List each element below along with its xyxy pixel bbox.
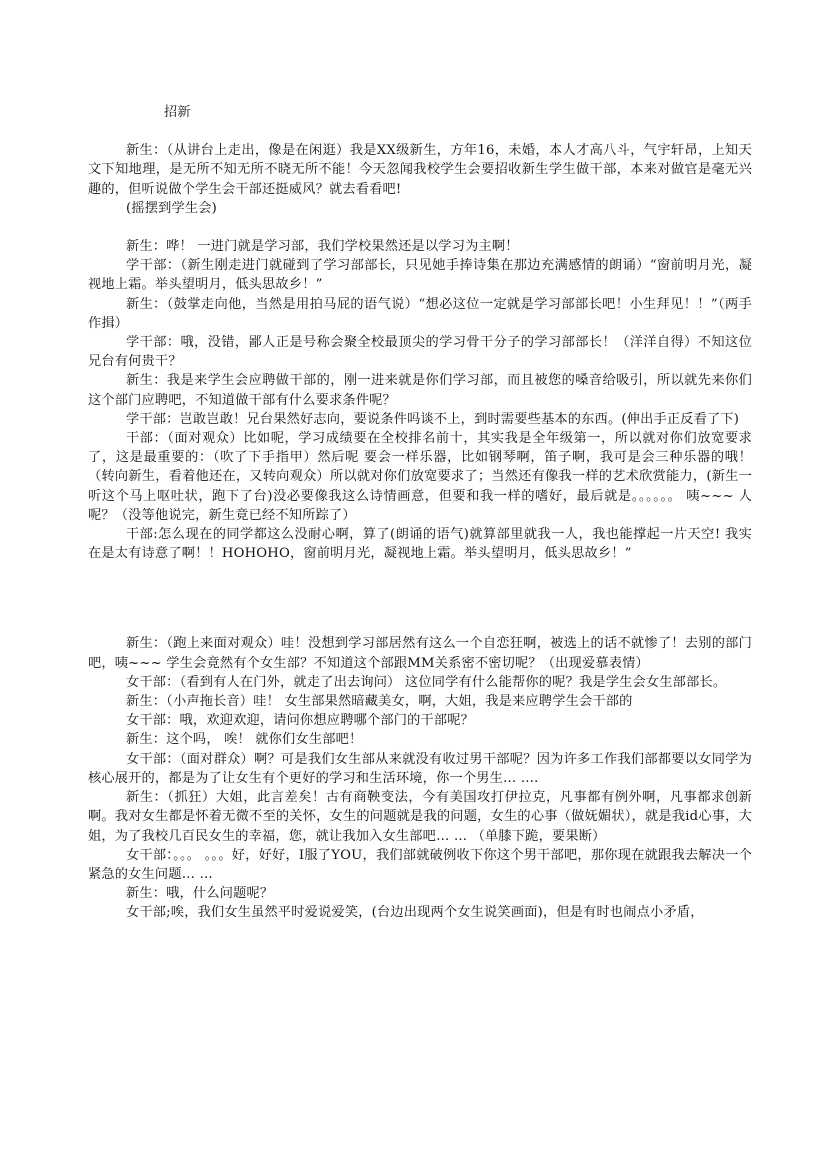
page-title: 招新 xyxy=(164,105,191,120)
spacer xyxy=(88,218,752,237)
paragraph: 女干部：。。。 。。。好，好好，I服了YOU，我们部就破例收下你这个男干部吧，那你现在就跟我去解决一个紧急的女生问题… … xyxy=(88,847,752,882)
spacer xyxy=(88,563,752,634)
stage-direction: (摇摆到学生会) xyxy=(126,200,218,216)
paragraph: 新生：（鼓掌走向他，当然是用拍马屁的语气说）“想必这位一定就是学习部部长吧！小生拜见！！”（两手作揖） xyxy=(88,296,752,331)
paragraph: 学干部：岂敢岂敢！兄台果然好志向，要说条件吗谈不上，到时需要些基本的东西。(伸出手正反看了下) xyxy=(126,411,740,427)
paragraph: 学干部：（新生刚走进门就碰到了学习部部长，只见她手捧诗集在那边充满感情的朗诵）“窗前明月光，凝视地上霜。举头望明月，低头思故乡！” xyxy=(88,258,752,293)
paragraph: 学干部：哦，没错，鄙人正是号称会聚全校最顶尖的学习骨干分子的学习部部长！（洋洋自得）不知这位兄台有何贵干？ xyxy=(88,335,752,370)
document-body xyxy=(88,103,752,923)
paragraph: 干部:怎么现在的同学都这么没耐心啊，算了(朗诵的语气)就算部里就我一人，我也能撑起一片天空! 我实在是太有诗意了啊！！HOHOHO，窗前明月光，凝视地上霜。举头望明月，低头思故乡！” xyxy=(88,527,752,562)
paragraph: 新生：（从讲台上走出，像是在闲逛）我是XX级新生，方年16，未婚，本人才高八斗，气宇轩昂，上知天文下知地理，是无所不知无所不晓无所不能！今天忽闻我校学生会要招收新生学生做干部，本来对做官是毫无兴趣的，但听说做个学生会干部还挺威风？就去看看吧! xyxy=(88,143,752,197)
paragraph: 女干部：（面对群众）啊？可是我们女生部从来就没有收过男干部呢？因为许多工作我们部都要以女同学为核心展开的，都是为了让女生有个更好的学习和生活环境，你一个男生… …. xyxy=(88,751,752,786)
paragraph: 新生：这个吗， 唉！ 就你们女生部吧！ xyxy=(126,732,363,748)
paragraph: 新生：哗！ 一进门就是学习部，我们学校果然还是以学习为主啊！ xyxy=(126,239,519,255)
paragraph: 女干部;唉，我们女生虽然平时爱说爱笑，(台边出现两个女生说笑画面)，但是有时也闹点小矛盾， xyxy=(126,905,704,921)
spacer xyxy=(88,122,752,141)
paragraph: 新生：（跑上来面对观众）哇！没想到学习部居然有这么一个自恋狂啊，被选上的话不就惨了！去别的部门吧，咦~~~ 学生会竟然有个女生部？不知道这个部跟MM关系密不密切呢？（出现爱慕表情） xyxy=(88,636,752,671)
paragraph: 女干部：（看到有人在门外，就走了出去询问） 这位同学有什么能帮你的呢？我是学生会女生部部长。 xyxy=(126,674,727,690)
paragraph: 干部：（面对观众）比如呢，学习成绩要在全校排名前十，其实我是全年级第一，所以就对你们放宽要求了，这是最重要的：（吹了下手指甲）然后呢 要会一样乐器，比如钢琴啊，笛子啊，我可是会三种乐器的哦！（转向新生，看着他还在，又转向观众）所以就对你们放宽要求了；当然还有像我一样的艺术欣赏能力，(新生一听这个马上呕吐状，跑下了台)没必要像我这么诗情画意，但要和我一样的嗜好，最后就是。。。。。。 咦~~~ 人呢？（没等他说完，新生竟已经不知所踪了） xyxy=(88,431,752,523)
paragraph: 新生：哦，什么问题呢？ xyxy=(126,886,274,902)
paragraph: 新生：（抓狂）大姐，此言差矣！古有商鞅变法，今有美国攻打伊拉克，凡事都有例外啊，凡事都求创新啊。我对女生都是怀着无微不至的关怀，女生的问题就是我的问题，女生的心事（做妩媚状），就是我id心事，大姐，为了我校几百民女生的幸福，您，就让我加入女生部吧… … （单膝下跪，要果断） xyxy=(88,790,752,844)
paragraph: 女干部：哦，欢迎欢迎，请问你想应聘哪个部门的干部呢？ xyxy=(126,713,475,729)
paragraph: 新生：（小声拖长音）哇！ 女生部果然暗藏美女，啊，大姐，我是来应聘学生会干部的 xyxy=(126,694,633,710)
paragraph: 新生：我是来学生会应聘做干部的，刚一进来就是你们学习部，而且被您的嗓音给吸引，所以就先来你们这个部门应聘吧，不知道做干部有什么要求条件呢？ xyxy=(88,373,752,408)
